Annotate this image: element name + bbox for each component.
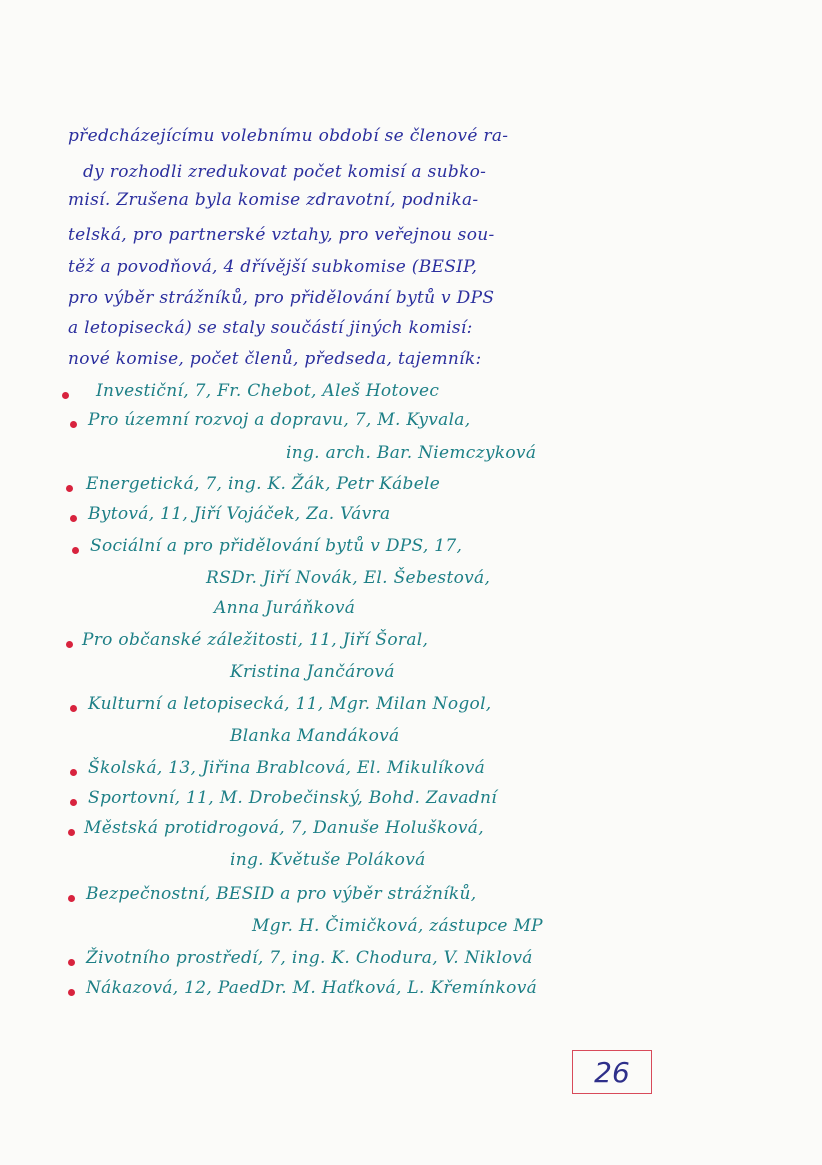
bullet-icon xyxy=(66,485,73,492)
intro-line: a letopisecká) se staly součástí jiných komisí: xyxy=(68,318,473,338)
intro-line: pro výběr strážníků, pro přidělování bytů v DPS xyxy=(68,288,495,308)
commission-line: Životního prostředí, 7, ing. K. Chodura, V. Niklová xyxy=(86,948,533,968)
intro-line: těž a povodňová, 4 dřívější subkomise (BESIP, xyxy=(68,257,478,277)
commission-line: Sociální a pro přidělování bytů v DPS, 17, xyxy=(90,536,463,556)
commission-line: Nákazová, 12, PaedDr. M. Haťková, L. Křemínková xyxy=(86,978,538,998)
bullet-icon xyxy=(62,392,69,399)
bullet-icon xyxy=(70,421,77,428)
intro-line: předcházejícímu volebnímu období se členové ra- xyxy=(68,126,509,146)
commission-line-cont: Blanka Mandáková xyxy=(230,726,400,746)
bullet-icon xyxy=(68,959,75,966)
commission-line: Kulturní a letopisecká, 11, Mgr. Milan Nogol, xyxy=(88,694,492,714)
commission-line: Bytová, 11, Jiří Vojáček, Za. Vávra xyxy=(88,504,391,524)
commission-line: Pro občanské záležitosti, 11, Jiří Šoral, xyxy=(82,630,429,650)
commission-line-cont: ing. Květuše Poláková xyxy=(230,850,426,870)
commission-line-cont: Mgr. H. Čimičková, zástupce MP xyxy=(252,916,543,936)
intro-line: misí. Zrušena byla komise zdravotní, podnika- xyxy=(68,190,479,210)
bullet-icon xyxy=(70,705,77,712)
intro-line: telská, pro partnerské vztahy, pro veřejnou sou- xyxy=(68,225,495,245)
page-number: 26 xyxy=(594,1055,630,1089)
bullet-icon xyxy=(68,829,75,836)
bullet-icon xyxy=(66,641,73,648)
bullet-icon xyxy=(70,515,77,522)
page-number-box xyxy=(572,1050,652,1094)
commission-line: Pro územní rozvoj a dopravu, 7, M. Kyvala, xyxy=(88,410,471,430)
commission-line: Školská, 13, Jiřina Brablcová, El. Mikulíková xyxy=(88,758,486,778)
commission-line-cont: RSDr. Jiří Novák, El. Šebestová, xyxy=(206,568,491,588)
commission-line: Městská protidrogová, 7, Danuše Holušková, xyxy=(84,818,484,838)
commission-line-cont: Anna Juráňková xyxy=(214,598,356,618)
intro-line: dy rozhodli zredukovat počet komisí a subko- xyxy=(83,162,487,182)
commission-line: Sportovní, 11, M. Drobečinský, Bohd. Zavadní xyxy=(88,788,497,808)
bullet-icon xyxy=(70,799,77,806)
intro-line: nové komise, počet členů, předseda, tajemník: xyxy=(68,349,482,369)
bullet-icon xyxy=(72,547,79,554)
commission-line-cont: Kristina Jančárová xyxy=(230,662,395,682)
bullet-icon xyxy=(68,895,75,902)
commission-line: Investiční, 7, Fr. Chebot, Aleš Hotovec xyxy=(96,381,440,401)
commission-line-cont: ing. arch. Bar. Niemczyková xyxy=(286,443,537,463)
commission-line: Bezpečnostní, BESID a pro výběr strážníků, xyxy=(86,884,477,904)
bullet-icon xyxy=(70,769,77,776)
bullet-icon xyxy=(68,989,75,996)
commission-line: Energetická, 7, ing. K. Žák, Petr Kábele xyxy=(86,474,441,494)
